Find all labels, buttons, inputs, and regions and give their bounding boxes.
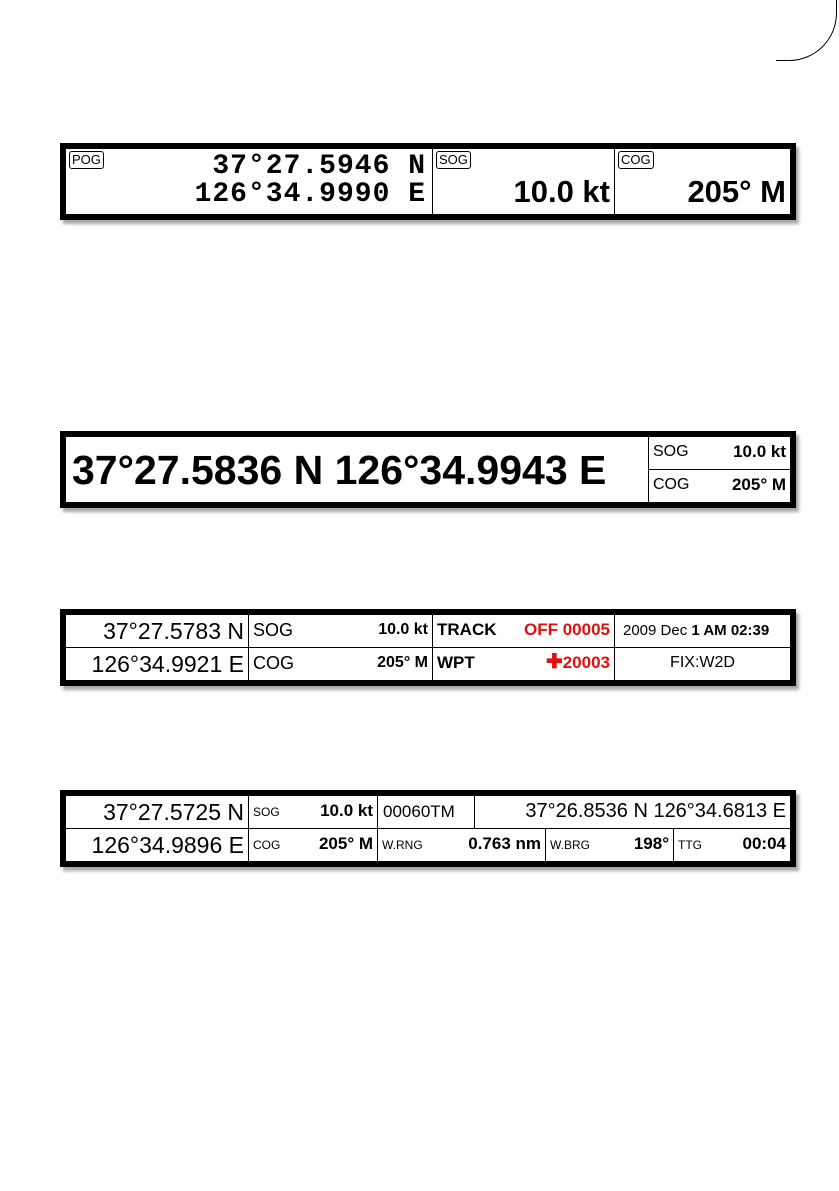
longitude-row: [66, 648, 248, 681]
latitude-row: [66, 615, 248, 648]
large-position-value: [72, 446, 606, 494]
w-brg-label: W.BRG: [550, 837, 591, 852]
cog-cell[interactable]: [649, 470, 790, 503]
pog-tag: POG: [69, 151, 104, 169]
cog-cell[interactable]: [249, 829, 377, 862]
date-text: 2009 Dec: [623, 622, 688, 639]
sog-value: 10.0 kt: [733, 442, 786, 461]
cog-label: COG: [253, 837, 281, 852]
track-waypoint-column: [433, 615, 615, 680]
sog-label: SOG: [253, 805, 280, 819]
longitude-row: [66, 829, 248, 862]
cog-label: COG: [653, 475, 690, 493]
position-column[interactable]: [66, 796, 249, 861]
wpt-label: WPT: [437, 652, 475, 672]
track-state: OFF: [523, 620, 558, 639]
latitude-value: 37°27.5725 N: [103, 799, 244, 825]
waypoint-position: 37°26.8536 N 126°34.6813 E: [525, 800, 786, 822]
date-time-cell: [615, 615, 790, 648]
date-fix-column: [615, 615, 790, 680]
waypoint-name-cell[interactable]: [378, 796, 475, 828]
speed-course-column: [249, 796, 378, 861]
cog-cell[interactable]: [249, 648, 432, 681]
cog-value: 205° M: [731, 474, 786, 494]
sog-cell[interactable]: [649, 437, 790, 470]
cog-value: 205° M: [687, 174, 786, 209]
cross-icon: ✚: [545, 650, 563, 673]
sog-cell[interactable]: [433, 149, 615, 214]
sog-tag: SOG: [436, 151, 471, 169]
sog-value: 10.0 kt: [513, 174, 610, 209]
w-rng-label: W.RNG: [382, 837, 423, 852]
speed-course-column: [249, 615, 433, 680]
w-brg-cell[interactable]: [546, 829, 674, 862]
cog-label: COG: [253, 652, 295, 673]
sog-value: 10.0 kt: [320, 801, 373, 820]
waypoint-info-row: [378, 829, 790, 862]
latitude-value: 37°27.5783 N: [103, 618, 244, 644]
longitude-value: 126°34.9921 E: [91, 650, 244, 677]
ttg-cell[interactable]: [674, 829, 790, 862]
sog-cell[interactable]: [249, 615, 432, 648]
day-time-text: 1 AM 02:39: [691, 622, 770, 639]
sog-label: SOG: [253, 620, 294, 640]
latitude-row: [66, 796, 248, 829]
speed-course-column: [649, 437, 790, 502]
fix-status: FIX:W2D: [670, 653, 735, 671]
waypoint-name: 00060TM: [383, 802, 455, 821]
w-rng-value: 0.763 nm: [468, 833, 541, 853]
waypoint-navigation-panel: [60, 790, 796, 867]
cog-tag: COG: [618, 151, 654, 169]
sog-value: 10.0 kt: [378, 621, 428, 638]
cog-value: 205° M: [377, 653, 428, 671]
large-position-panel: [60, 431, 796, 508]
date-time-value: [623, 622, 769, 639]
longitude-value: 126°34.9990 E: [194, 179, 426, 210]
cog-cell[interactable]: [615, 149, 790, 214]
position-speed-course-panel: [60, 143, 796, 220]
wpt-value: [545, 650, 610, 673]
page-corner-mark: [776, 0, 837, 61]
wpt-number: 20003: [562, 652, 610, 672]
waypoint-column: [378, 796, 790, 861]
waypoint-row: [378, 796, 790, 829]
large-latitude-value: 37°27.5836 N: [72, 447, 324, 493]
cog-value: 205° M: [318, 833, 373, 853]
longitude-value: 126°34.9896 E: [91, 831, 244, 858]
latitude-value: 37°27.5946 N: [212, 151, 426, 182]
wpt-cell[interactable]: [433, 648, 614, 681]
w-brg-value: 198°: [633, 833, 669, 853]
sog-label: SOG: [653, 443, 689, 460]
large-longitude-value: 126°34.9943 E: [334, 447, 607, 493]
position-column[interactable]: [66, 615, 249, 680]
sog-cell[interactable]: [249, 796, 377, 829]
track-cell[interactable]: [433, 615, 614, 648]
track-label: TRACK: [437, 620, 497, 639]
track-status: [524, 620, 610, 640]
ttg-value: 00:04: [742, 833, 786, 853]
track-number: 00005: [562, 620, 610, 639]
w-rng-cell[interactable]: [378, 829, 546, 862]
position-cell[interactable]: [66, 149, 433, 214]
fix-cell: [615, 648, 790, 681]
ttg-label: TTG: [678, 837, 702, 852]
large-position-cell[interactable]: [66, 437, 649, 502]
navigation-status-panel: [60, 609, 796, 686]
waypoint-position-cell: [475, 796, 790, 828]
